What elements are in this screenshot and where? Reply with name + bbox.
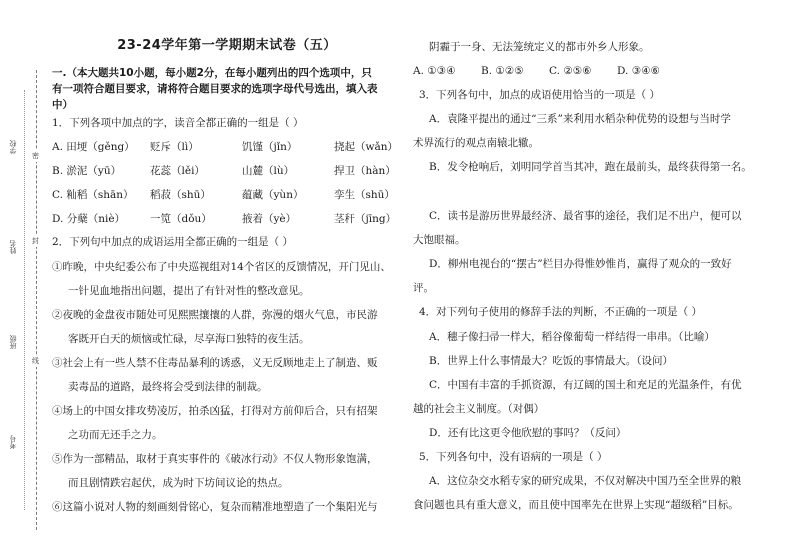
q2-sentence-line: 卖毒品的道路，最终将会受到法律的制裁。 (68, 381, 268, 393)
q2-answer-c: C. ②⑤⑥ (549, 65, 592, 77)
binding-margin (0, 0, 50, 560)
section-heading-line: 中） (52, 99, 73, 111)
q4-line: A．穗子像扫帚一样大，稻谷像葡萄一样结得一串串。（比喻） (429, 331, 715, 343)
q3-line: 评。 (413, 282, 434, 294)
question-4-stem: 4．对下列句子使用的修辞手法的判断，不正确的一项是（ ） (419, 306, 703, 318)
q2-sentence-line: 客既开白天的烦恼或忙碌，尽享海口独特的夜生活。 (68, 333, 310, 345)
q2-sentence-line: 一针见血地指出问题，提出了有针对性的整改意见。 (68, 285, 310, 297)
q3-line: A．袁隆平提出的通过“三系”来利用水稻杂种优势的设想与当时学 (429, 113, 731, 125)
seal-word-xian: 线 (32, 357, 39, 365)
q3-line: 术界流行的观点南辕北辙。 (413, 137, 539, 149)
question-5-stem: 5．下列各句中，没有语病的一项是（ ） (419, 451, 608, 463)
q1-option-b-4: 捍卫（hàn） (334, 165, 396, 177)
section-heading-line: 一.（本大题共10小题，每小题2分，在每小题列出的四个选项中，只 (52, 67, 372, 79)
seal-word-feng: 封 (32, 237, 39, 245)
q2-sentence-line: ②夜晚的金盘夜市随处可见熙熙攘攘的人群，弥漫的烟火气息，市民游 (52, 309, 378, 321)
q2-answer-a: A. ①③④ (413, 65, 456, 77)
q1-option-d-2: 一笕（dǒu） (150, 213, 212, 225)
seal-word-mi: 密 (32, 152, 39, 160)
q2-sentence-line: 之功而无还手之力。 (68, 429, 163, 441)
q3-line: B．发令枪响后，刘明同学首当其冲，跑在最前头，最终获得第一名。 (429, 161, 752, 173)
q2-sentence-line: ①昨晚，中央纪委公布了中央巡视组对14个省区的反馈情况，开门见山、 (52, 261, 391, 273)
q2-sentence-line: ⑥这篇小说对人物的刻画刻骨铭心，复杂而精准地塑造了一个集阳光与 (52, 501, 378, 513)
seal-dashed-line (36, 70, 37, 530)
q2-sentence-line: ③社会上有一些人禁不住毒品暴利的诱惑，义无反顾地走上了制造、贩 (52, 357, 378, 369)
question-2-stem: 2．下列句中加点的成语运用全都正确的一组是（ ） (52, 236, 294, 248)
q1-option-d-4: 茎秆（jīng） (334, 213, 397, 225)
q4-line: D．还有比这更令他欣慰的事吗？（反问） (429, 427, 627, 439)
exam-number-label: 考号 (9, 435, 17, 449)
q2-sentence-line: ④场上的中国女排攻势凌厉，拍杀凶猛，打得对方前仰后合，只有招架 (52, 405, 378, 417)
q1-option-c-4: 孪生（shū） (334, 189, 395, 201)
q2-continuation: 阴霾于一身、无法笼统定义的都市外乡人形象。 (429, 41, 650, 53)
q3-line: C．读书是游历世界最经济、最省事的途径，我们足不出户，便可以 (429, 210, 742, 222)
q1-option-b-2: 花蕊（lěi） (150, 165, 205, 177)
class-label: 班级 (9, 335, 17, 349)
question-1-stem: 1．下列各项中加点的字，读音全都正确的一组是（ ） (52, 117, 304, 129)
q1-option-a-4: 挠起（wǎn） (334, 141, 399, 153)
q1-option-b-1: B. 淤泥（yū） (52, 165, 122, 177)
q1-option-a-3: 饥馑（jǐn） (242, 141, 298, 153)
q5-line: 食问题也具有重大意义，而且使中国率先在世界上实现“超级稻”目标。 (413, 499, 739, 511)
q2-answer-b: B. ①②⑤ (481, 65, 524, 77)
question-3-stem: 3．下列各句中，加点的成语使用恰当的一项是（ ） (419, 89, 661, 101)
q4-line: C．中国有丰富的手抓资源，有辽阔的国土和充足的光温条件，有优 (429, 379, 742, 391)
q1-option-a-1: A. 田埂（gěng） (52, 141, 135, 153)
q2-sentence-line: ⑤作为一部精品，取材于真实事件的《破冰行动》不仅人物形象饱满， (52, 453, 378, 465)
q3-line: 大饱眼福。 (413, 234, 466, 246)
section-heading-line: 有一项符合题目要求，请将符合题目要求的选项字母代号选出，填入表 (52, 83, 378, 95)
school-label: 学校 (9, 140, 17, 154)
name-label: 姓名 (9, 240, 17, 254)
q2-answer-d: D. ③④⑥ (617, 65, 660, 77)
q4-line: B．世界上什么事情最大？吃饭的事情最大。（设问） (429, 355, 673, 367)
seal-dotted-line (24, 90, 25, 510)
q5-line: A．这位杂交水稻专家的研究成果，不仅对解决中国乃至全世界的粮 (429, 475, 742, 487)
q1-option-d-3: 掖着（yè） (242, 213, 297, 225)
exam-title: 23-24学年第一学期期末试卷（五） (117, 38, 337, 53)
q1-option-c-2: 稻菽（shū） (150, 189, 211, 201)
q4-line: 越的社会主义制度。（对偶） (413, 403, 545, 415)
q1-option-b-3: 山麓（lù） (242, 165, 295, 177)
q1-option-a-2: 贬斥（lì） (150, 141, 199, 153)
q1-option-c-3: 蕴藏（yùn） (242, 189, 304, 201)
q2-sentence-line: 而且剧情跌宕起伏，成为时下坊间议论的热点。 (68, 477, 289, 489)
q1-option-d-1: D. 分蘖（niè） (52, 213, 126, 225)
q3-line: D．柳州电视台的“摆古”栏目办得惟妙惟肖，赢得了观众的一致好 (429, 258, 732, 270)
q1-option-c-1: C. 籼稻（shān） (52, 189, 134, 201)
